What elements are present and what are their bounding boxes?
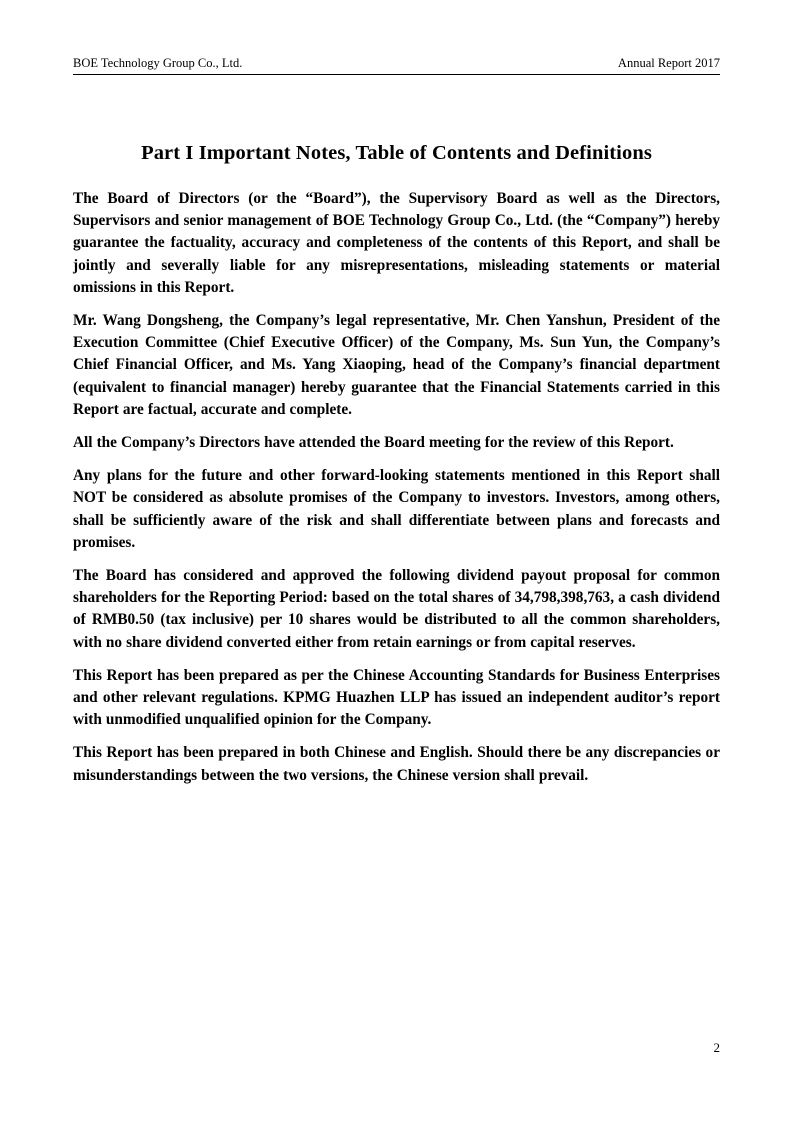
header-report-title: Annual Report 2017 (617, 56, 720, 70)
paragraph-board-guarantee: The Board of Directors (or the “Board”), the Supervisory Board as well as the Directors, Supervisors and senior management of BOE Technology Group Co., Ltd. (the “Company”) hereby guarantee the factuality, accuracy and completeness of the contents of this Report, and shall be jointly and severally liable for any misrepresentations, misleading statements or material omissions in this Report. (73, 190, 720, 296)
paragraph-officers-guarantee: Mr. Wang Dongsheng, the Company’s legal representative, Mr. Chen Yanshun, President of the Execution Committee (Chief Executive Officer) of the Company, Ms. Sun Yun, the Company’s Chief Financial Officer, and Ms. Yang Xiaoping, head of the Company’s financial department (equivalent to financial manager) hereby guarantee that the Financial Statements carried in this Report are factual, accurate and complete. (73, 312, 720, 418)
body-content (73, 188, 720, 787)
paragraph-language-versions: This Report has been prepared in both Chinese and English. Should there be any discrepancies or misunderstandings between the two versions, the Chinese version shall prevail. (73, 744, 720, 784)
header-company-name: BOE Technology Group Co., Ltd. (73, 56, 243, 70)
paragraph-forward-looking: Any plans for the future and other forward-looking statements mentioned in this Report shall NOT be considered as absolute promises of the Company to investors. Investors, among others, shall be sufficiently aware of the risk and shall differentiate between plans and forecasts and promises. (73, 467, 720, 551)
page-number: 2 (713, 1040, 720, 1055)
running-header (73, 56, 720, 75)
paragraph-directors-attended: All the Company’s Directors have attended the Board meeting for the review of this Report. (73, 434, 674, 452)
paragraph-dividend-proposal: The Board has considered and approved the following dividend payout proposal for common shareholders for the Reporting Period: based on the total shares of 34,798,398,763, a cash dividend of RMB0.50 (tax inclusive) per 10 shares would be distributed to all the common shareholders, with no share dividend converted either from retain earnings or from capital reserves. (73, 567, 720, 651)
page-title: Part I Important Notes, Table of Contents and Definitions (141, 141, 652, 164)
paragraph-accounting-standards: This Report has been prepared as per the Chinese Accounting Standards for Business Enterprises and other relevant regulations. KPMG Huazhen LLP has issued an independent auditor’s report with unmodified unqualified opinion for the Company. (73, 666, 720, 729)
